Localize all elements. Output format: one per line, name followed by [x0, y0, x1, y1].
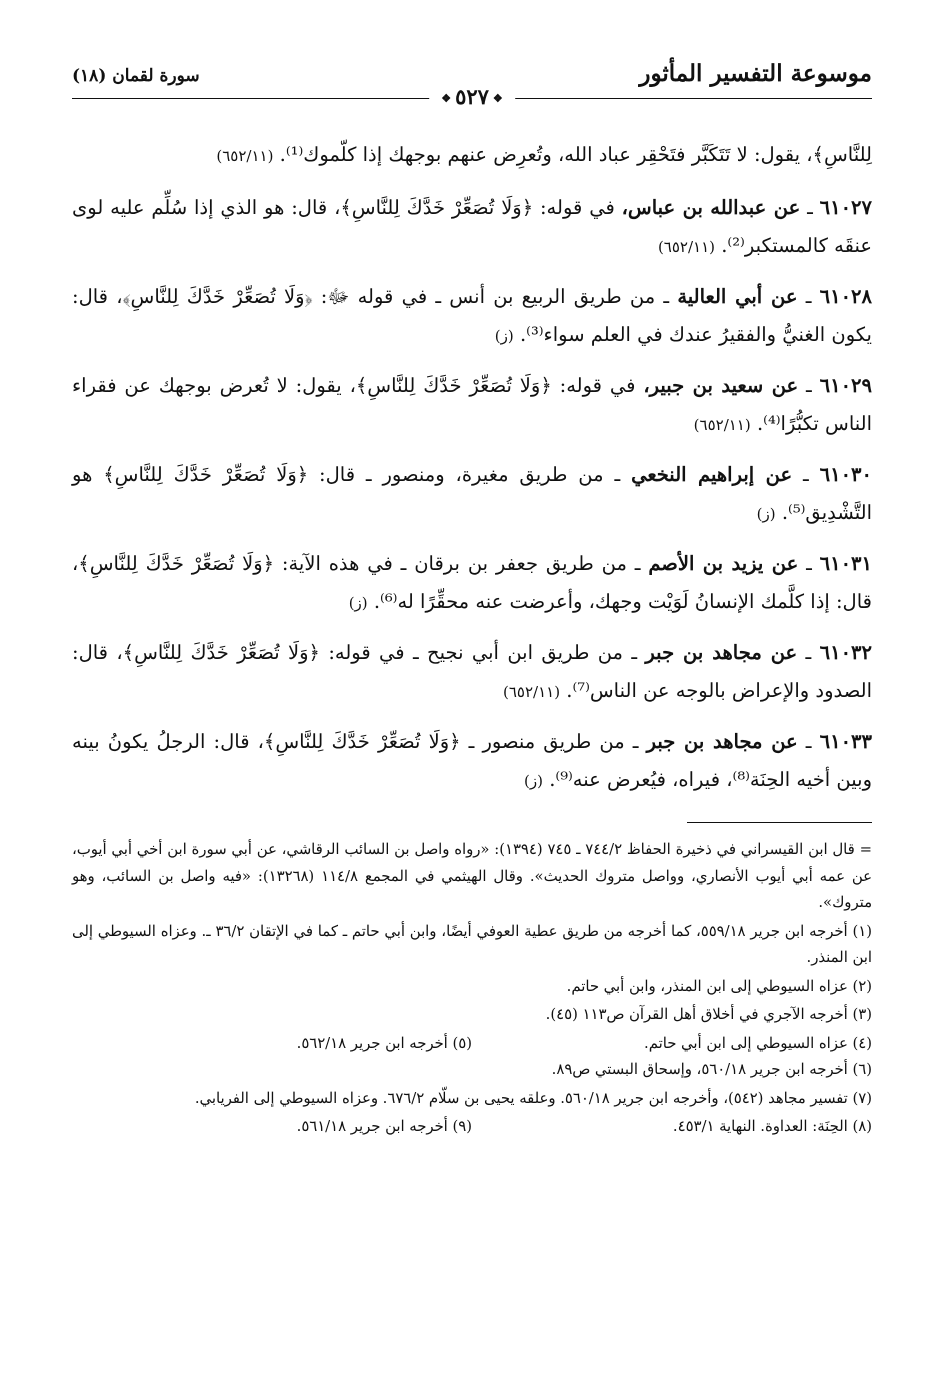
narrator-name: عن إبراهيم النخعي — [631, 463, 793, 486]
entry-number: ٦١٠٣٢ — [819, 641, 872, 664]
footnote-row — [72, 1031, 872, 1058]
narration-entry: ٦١٠٢٨ ـ عن أبي العالية ـ من طريق الربيع بن أنس ـ في قوله ﷻ: ﴿وَلَا تُصَعِّرْ خَدَّكَ لِلنَّاسِ﴾، قال: يكون الغنيُّ والفقيرُ عندك في العلم سواء⁽³⁾. (ز) — [72, 285, 872, 346]
footnote-continuation: = قال ابن القيسراني في ذخيرة الحفاظ ٧٤٤/٢ ـ ٧٤٥ (١٣٩٤): «رواه واصل بن السائب الرقاشي، عن أبي سورة ابن أخي أبي أيوب، عن عمه أبي أيوب الأنصاري، وواصل متروك الحديث». وقال الهيثمي في المجمع ١١٤/٨ (١٣٢٦٨): «فيه واصل بن السائب، وهو متروك». — [72, 841, 872, 911]
footnote-9: (٩) أخرجه ابن جرير ٥٦١/١٨. — [296, 1118, 472, 1135]
footnote-rule — [687, 822, 872, 823]
surah-title: سورة لقمان (١٨) — [72, 66, 200, 86]
entry-text: ـ من طريق ابن أبي نجيح ـ في قوله: ﴿وَلَا تُصَعِّرْ خَدَّكَ لِلنَّاسِ﴾، قال: الصدود والإعراض بالوجه عن الناس⁽⁷⁾. — [72, 641, 872, 702]
entry-text: في قوله: ﴿وَلَا تُصَعِّرْ خَدَّكَ لِلنَّاسِ﴾، يقول: لا تُعرض بوجهك عن فقراء الناس تكبُّرًا⁽⁴⁾. — [72, 374, 872, 435]
entry-number: ٦١٠٢٩ — [819, 374, 873, 397]
page-header — [72, 56, 872, 109]
document-page — [72, 56, 872, 1346]
footnote-3: (٣) أخرجه الآجري في أخلاق أهل القرآن ص١١٣ (٤٥). — [545, 1006, 872, 1023]
footnote-row — [72, 1114, 872, 1141]
entry-text: في قوله: ﴿وَلَا تُصَعِّرْ خَدَّكَ لِلنَّاسِ﴾، قال: هو الذي إذا سُلِّم عليه لوى عنقَه كالمستكبر⁽²⁾. — [72, 196, 872, 257]
narration-entry: ٦١٠٣٢ ـ عن مجاهد بن جبر ـ من طريق ابن أبي نجيح ـ في قوله: ﴿وَلَا تُصَعِّرْ خَدَّكَ لِلنَّاسِ﴾، قال: الصدود والإعراض بالوجه عن الناس⁽⁷⁾. (٦٥٢/١١) — [72, 641, 872, 702]
book-title: موسوعة التفسير المأثور — [639, 60, 872, 87]
ornament-icon: ❖ — [441, 92, 452, 105]
entry-text: ـ من طريق الربيع بن أنس ـ في قوله ﷻ: ﴿وَلَا تُصَعِّرْ خَدَّكَ لِلنَّاسِ﴾، قال: يكون الغنيُّ والفقيرُ عندك في العلم سواء⁽³⁾. — [72, 285, 872, 346]
narrator-name: عن يزيد بن الأصم — [648, 552, 799, 575]
footnote-5: (٥) أخرجه ابن جرير ٥٦٢/١٨. — [296, 1034, 472, 1052]
entry-number: ٦١٠٣١ — [819, 552, 872, 575]
entry-number: ٦١٠٢٧ — [819, 196, 872, 219]
narration-entry: ٦١٠٣٣ ـ عن مجاهد بن جبر ـ من طريق منصور ـ ﴿وَلَا تُصَعِّرْ خَدَّكَ لِلنَّاسِ﴾، قال: الرجلُ يكونُ بينه وبين أخيه الحِنَة⁽⁸⁾، فيراه، فيُعرض عنه⁽⁹⁾. (ز) — [72, 730, 872, 791]
entry-number: ٦١٠٣٠ — [819, 463, 873, 486]
entry-number: ٦١٠٣٣ — [819, 730, 872, 753]
footnote-8: (٨) الحِنَة: العداوة. النهاية ٤٥٣/١. — [672, 1118, 872, 1135]
entry-text: ـ من طريق منصور ـ ﴿وَلَا تُصَعِّرْ خَدَّكَ لِلنَّاسِ﴾، قال: الرجلُ يكونُ بينه وبين أخيه الحِنَة⁽⁸⁾، فيراه، فيُعرض عنه⁽⁹⁾. — [72, 730, 872, 791]
entry-continuation — [72, 136, 872, 175]
narrator-name: عن مجاهد بن جبر — [646, 730, 798, 753]
entry-text: لِلنَّاسِ﴾، يقول: لا تَتَكَبَّر فتَحْقِر عباد الله، وتُعرِض عنهم بوجهك إذا كلّموك⁽¹⁾. — [279, 143, 872, 166]
narration-entry: ٦١٠٣١ ـ عن يزيد بن الأصم ـ من طريق جعفر بن برقان ـ في هذه الآية: ﴿وَلَا تُصَعِّرْ خَدَّكَ لِلنَّاسِ﴾، قال: إذا كلَّمك الإنسانُ لَوَيْت وجهك، وأعرضت عنه محقِّرًا له⁽⁶⁾. (ز) — [72, 552, 872, 613]
narration-entry: ٦١٠٣٠ ـ عن إبراهيم النخعي ـ من طريق مغيرة، ومنصور ـ قال: ﴿وَلَا تُصَعِّرْ خَدَّكَ لِلنَّاسِ﴾ هو التَّشْدِيق⁽⁵⁾. (ز) — [72, 463, 873, 524]
narrator-name: عن مجاهد بن جبر — [645, 641, 798, 664]
narration-entry: ٦١٠٢٩ ـ عن سعيد بن جبير، في قوله: ﴿وَلَا تُصَعِّرْ خَدَّكَ لِلنَّاسِ﴾، يقول: لا تُعرض بوجهك عن فقراء الناس تكبُّرًا⁽⁴⁾. (٦٥٢/١١) — [72, 374, 873, 435]
narrator-name: عن أبي العالية — [677, 285, 798, 308]
footnote-1: (١) أخرجه ابن جرير ٥٥٩/١٨، كما أخرجه من طريق عطية العوفي أيضًا، وابن أبي حاتم ـ كما في الإتقان ٣٦/٢ ـ. وعزاه السيوطي إلى ابن المنذر. — [72, 922, 872, 966]
volume-reference: (٦٥٢/١١) — [693, 416, 751, 434]
volume-reference: (٦٥٢/١١) — [503, 683, 561, 701]
page-number — [429, 84, 515, 109]
ornament-icon: ❖ — [492, 92, 503, 105]
entry-number: ٦١٠٢٨ — [819, 285, 872, 308]
footnote-4: (٤) عزاه السيوطي إلى ابن أبي حاتم. — [644, 1034, 872, 1052]
narrator-name: عن سعيد بن جبير، — [643, 374, 799, 397]
footnote-2: (٢) عزاه السيوطي إلى ابن المنذر، وابن أبي حاتم. — [566, 977, 872, 995]
entry-text: ـ من طريق جعفر بن برقان ـ في هذه الآية: ﴿وَلَا تُصَعِّرْ خَدَّكَ لِلنَّاسِ﴾، قال: إذا كلَّمك الإنسانُ لَوَيْت وجهك، وأعرضت عنه محقِّرًا له⁽⁶⁾. — [72, 552, 872, 613]
narration-entry: ٦١٠٢٧ ـ عن عبدالله بن عباس، في قوله: ﴿وَلَا تُصَعِّرْ خَدَّكَ لِلنَّاسِ﴾، قال: هو الذي إذا سُلِّم عليه لوى عنقَه كالمستكبر⁽²⁾. (٦٥٢/١١) — [72, 196, 872, 257]
page-number-text: ٥٢٧ — [455, 84, 489, 109]
footnotes — [72, 837, 872, 1141]
volume-reference: (٦٥٢/١١) — [657, 238, 715, 256]
main-text — [72, 136, 872, 800]
footnote-6: (٦) أخرجه ابن جرير ٥٦٠/١٨، وإسحاق البستي ص٨٩. — [551, 1061, 872, 1078]
narrator-name: عن عبدالله بن عباس، — [621, 196, 801, 219]
volume-reference: (ز) — [348, 594, 368, 612]
footnote-7: (٧) تفسير مجاهد (٥٤٢)، وأخرجه ابن جرير ٥٦٠/١٨. وعلقه يحيى بن سلّام ٦٧٦/٢. وعزاه السيوطي إلى الفريابي. — [194, 1089, 872, 1107]
volume-reference: (ز) — [494, 327, 514, 345]
volume-reference: (ز) — [756, 505, 776, 523]
entry-text: ـ من طريق مغيرة، ومنصور ـ قال: ﴿وَلَا تُصَعِّرْ خَدَّكَ لِلنَّاسِ﴾ هو التَّشْدِيق⁽⁵⁾. — [72, 463, 872, 524]
volume-reference: (ز) — [524, 772, 543, 790]
volume-reference: (٦٥٢/١١) — [216, 147, 274, 165]
